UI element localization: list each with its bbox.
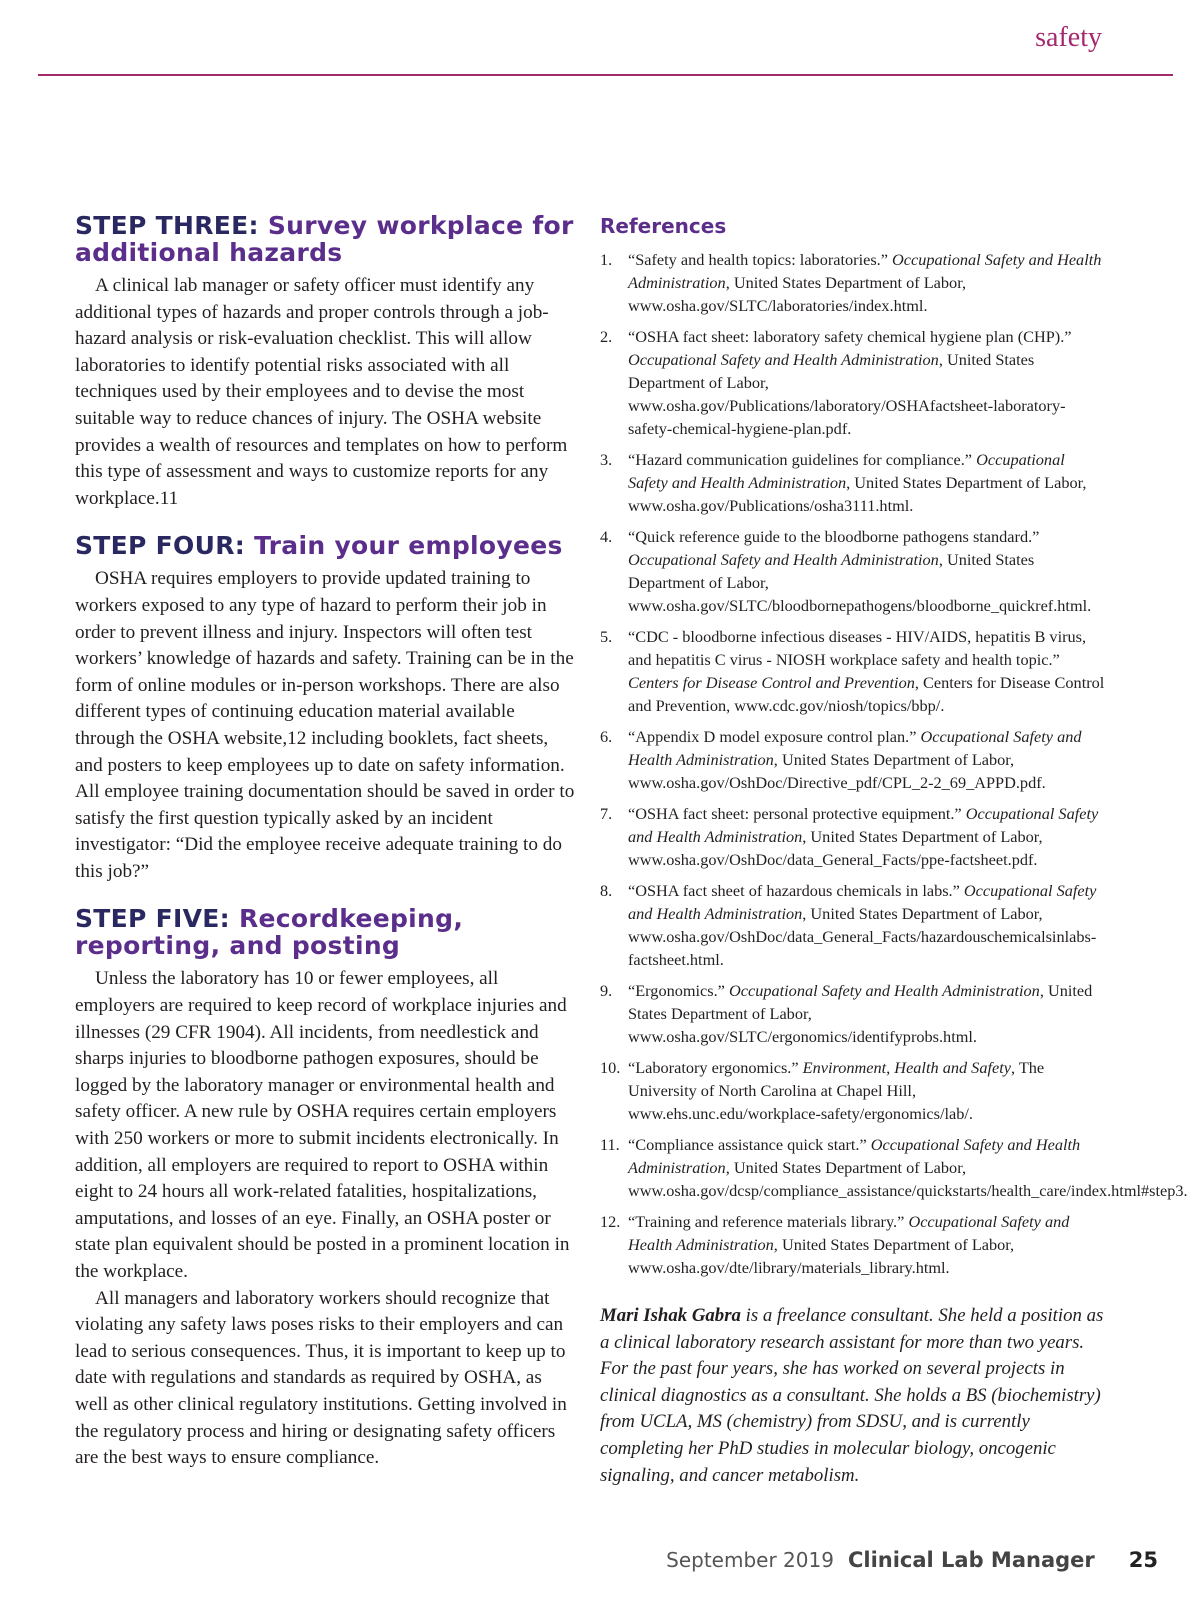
reference-number: 8. xyxy=(600,881,613,900)
references-column xyxy=(600,214,1188,1489)
reference-number: 9. xyxy=(600,981,613,1000)
article-column xyxy=(75,212,575,1492)
reference-item xyxy=(600,248,1105,317)
reference-details: , United States Department of Labor, www.osha.gov/Publications/osha3111.html. xyxy=(628,473,1087,515)
author-name: Mari Ishak Gabra xyxy=(600,1305,741,1326)
step-five-paragraph: Unless the laboratory has 10 or fewer employees, all employers are required to keep record of workplace injuries and illnesses (29 CFR 1904). All incidents, from needlestick and sharps injuries to bloodborne pathogen exposures, should be logged by the laboratory manager or environmental health and safety officer. A new rule by OSHA requires certain employers with 250 workers or more to submit incidents electronically. In addition, all employers are required to report to OSHA within eight to 24 hours all work-related fatalities, hospitalizations, amputations, and losses of an eye. Finally, an OSHA poster or state plan equivalent should be posted in a prominent location in the workplace. xyxy=(75,968,570,1282)
reference-item xyxy=(600,979,1105,1048)
reference-details: , United States Department of Labor, www.osha.gov/OshDoc/data_General_Facts/ppe-factsheet.pdf. xyxy=(628,827,1043,869)
reference-source: Occupational Safety and Health Administration xyxy=(628,804,1099,846)
footer-date: September 2019 xyxy=(666,1548,834,1572)
reference-source: Occupational Safety and Health Administration xyxy=(729,981,1040,1000)
reference-item xyxy=(600,1056,1105,1125)
reference-details: , Centers for Disease Control and Prevention, www.cdc.gov/niosh/topics/bbp/. xyxy=(628,673,1105,715)
step-four-heading: STEP FOUR: Train your employees xyxy=(75,531,563,561)
reference-title: “OSHA fact sheet: personal protective equipment.” xyxy=(628,804,962,823)
reference-title: “Training and reference materials library.” xyxy=(628,1212,905,1231)
reference-source: Occupational Safety and Health Administration xyxy=(628,450,1065,492)
reference-title: “Quick reference guide to the bloodborne pathogens standard.” xyxy=(628,527,1040,546)
reference-title: “OSHA fact sheet: laboratory safety chemical hygiene plan (CHP).” xyxy=(628,327,1072,346)
reference-number: 5. xyxy=(600,627,613,646)
reference-number: 1. xyxy=(600,250,613,269)
conclusion-paragraph: All managers and laboratory workers should recognize that violating any safety laws poses risks to their employers and can lead to serious consequences. Thus, it is important to keep up to date with regulations and standards as required by OSHA, as well as other clinical regulatory institutions. Getting involved in the regulatory process and hiring or designating safety officers are the best ways to ensure compliance. xyxy=(75,1287,567,1469)
page-footer xyxy=(666,1548,1158,1572)
reference-item xyxy=(600,625,1105,717)
reference-title: “Ergonomics.” xyxy=(628,981,725,1000)
reference-details: , The University of North Carolina at Chapel Hill, www.ehs.unc.edu/workplace-safety/ergonomics/lab/. xyxy=(628,1058,1045,1123)
reference-title: “Appendix D model exposure control plan.” xyxy=(628,727,917,746)
reference-item xyxy=(600,1133,1188,1202)
reference-title: “Compliance assistance quick start.” xyxy=(628,1135,867,1154)
reference-source: Occupational Safety and Health Administration xyxy=(628,250,1102,292)
reference-details: , United States Department of Labor, www.osha.gov/SLTC/ergonomics/identifyprobs.html. xyxy=(628,981,1093,1046)
step-three-paragraph: A clinical lab manager or safety officer must identify any additional types of hazards and proper controls through a job-hazard analysis or risk-evaluation checklist. This will allow laboratories to identify potential risks associated with all techniques used by their employees and to devise the most suitable way to reduce chances of injury. The OSHA website provides a wealth of resources and templates on how to perform this type of assessment and ways to customize reports for any workplace.11 xyxy=(75,275,568,509)
reference-details: , United States Department of Labor, www.osha.gov/OshDoc/Directive_pdf/CPL_2-2_69_APPD.pdf. xyxy=(628,750,1046,792)
step-four-paragraph: OSHA requires employers to provide updated training to workers exposed to any type of hazard to perform their job in order to prevent illness and injury. Inspectors will often test workers’ knowledge of hazards and safety. Training can be in the form of online modules or in-person workshops. There are also different types of continuing education material available through the OSHA website,12 including booklets, fact sheets, and posters to keep employees up to date on safety information. All employee training documentation should be saved in order to satisfy the first question typically asked by an incident investigator: “Did the employee receive adequate training to do this job?” xyxy=(75,568,575,882)
author-bio xyxy=(600,1303,1105,1489)
reference-item xyxy=(600,879,1105,971)
step-three-section xyxy=(75,212,575,512)
reference-number: 7. xyxy=(600,804,613,823)
page-number: 25 xyxy=(1128,1548,1158,1572)
reference-item xyxy=(600,725,1105,794)
reference-title: “Safety and health topics: laboratories.” xyxy=(628,250,888,269)
author-bio-text: is a freelance consultant. She held a position as a clinical laboratory research assistant for more than two years. For the past four years, she has worked on several projects in clinical diagnostics as a consultant. She holds a BS (biochemistry) from UCLA, MS (chemistry) from SDSU, and is currently completing her PhD studies in molecular biology, oncogenic signaling, and cancer metabolism. xyxy=(600,1305,1104,1486)
reference-source: Occupational Safety and Health Administration xyxy=(628,1135,1081,1177)
reference-item xyxy=(600,448,1105,517)
references-heading: References xyxy=(600,214,727,238)
reference-source: Environment, Health and Safety xyxy=(802,1058,1011,1077)
reference-details: , United States Department of Labor, www.osha.gov/dcsp/compliance_assistance/quickstarts/health_care/index.html#step3. xyxy=(628,1158,1188,1200)
reference-item xyxy=(600,802,1105,871)
reference-number: 10. xyxy=(600,1058,621,1077)
reference-number: 2. xyxy=(600,327,613,346)
reference-source: Occupational Safety and Health Administration xyxy=(628,881,1097,923)
reference-details: , United States Department of Labor, www.osha.gov/SLTC/laboratories/index.html. xyxy=(628,273,967,315)
reference-number: 6. xyxy=(600,727,613,746)
reference-number: 3. xyxy=(600,450,613,469)
reference-source: Centers for Disease Control and Prevention xyxy=(628,673,915,692)
reference-number: 4. xyxy=(600,527,613,546)
header-rule xyxy=(38,74,1173,76)
step-three-heading: STEP THREE: Survey workplace for additional hazards xyxy=(75,211,574,267)
reference-number: 11. xyxy=(600,1135,620,1154)
reference-item xyxy=(600,1210,1105,1279)
reference-details: , United States Department of Labor, www.osha.gov/OshDoc/data_General_Facts/hazardouschemicalsinlabs-factsheet.html. xyxy=(628,904,1097,969)
references-list xyxy=(600,248,1188,1279)
step-four-section xyxy=(75,532,575,885)
reference-title: “Hazard communication guidelines for compliance.” xyxy=(628,450,973,469)
reference-title: “CDC - bloodborne infectious diseases - HIV/AIDS, hepatitis B virus, and hepatitis C virus - NIOSH workplace safety and health topic.” xyxy=(628,627,1087,669)
reference-item xyxy=(600,525,1105,617)
reference-details: , United States Department of Labor, www.osha.gov/dte/library/materials_library.html. xyxy=(628,1235,1015,1277)
reference-source: Occupational Safety and Health Administration xyxy=(628,550,939,569)
reference-item xyxy=(600,325,1105,440)
reference-details: , United States Department of Labor, www.osha.gov/Publications/laboratory/OSHAfactsheet-laboratory-safety-chemical-hygiene-plan.pdf. xyxy=(628,350,1066,438)
footer-magazine: Clinical Lab Manager xyxy=(847,1548,1095,1572)
reference-number: 12. xyxy=(600,1212,621,1231)
reference-details: , United States Department of Labor, www.osha.gov/SLTC/bloodbornepathogens/bloodborne_quickref.html. xyxy=(628,550,1092,615)
reference-source: Occupational Safety and Health Administration xyxy=(628,727,1082,769)
section-tag: safety xyxy=(1035,22,1102,53)
reference-source: Occupational Safety and Health Administration xyxy=(628,1212,1070,1254)
step-five-heading: STEP FIVE: Recordkeeping, reporting, and posting xyxy=(75,904,464,961)
reference-title: “Laboratory ergonomics.” xyxy=(628,1058,799,1077)
step-five-section xyxy=(75,905,575,1471)
reference-title: “OSHA fact sheet of hazardous chemicals in labs.” xyxy=(628,881,960,900)
reference-source: Occupational Safety and Health Administration xyxy=(628,350,939,369)
